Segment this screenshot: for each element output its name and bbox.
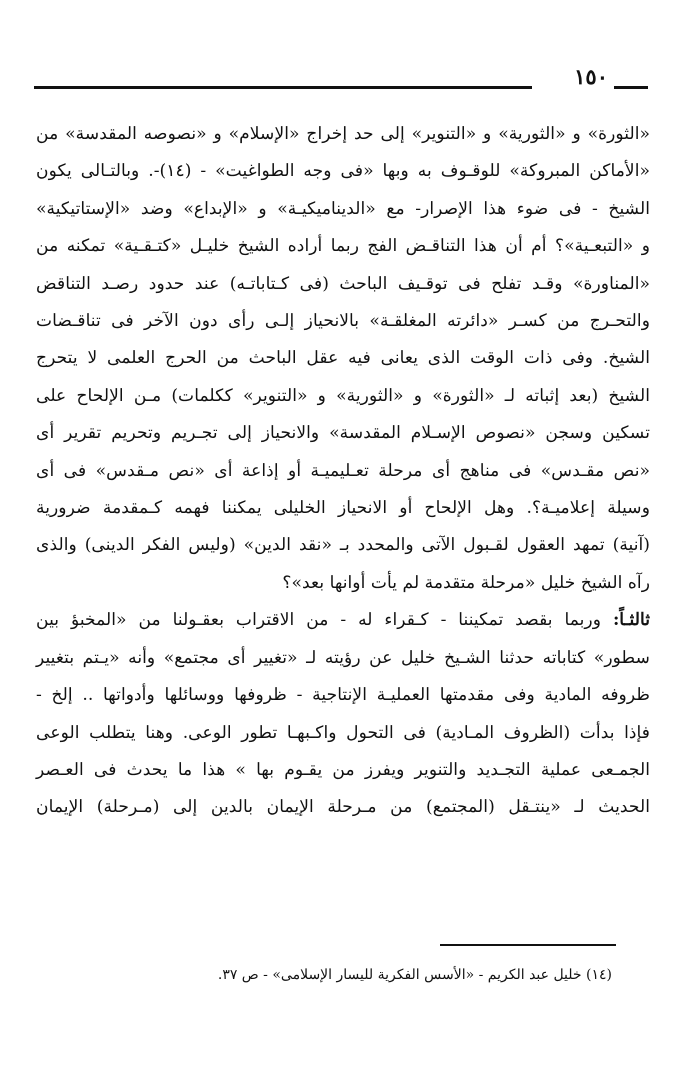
- text-line: فإذا بدأت (الظروف المـادية) فى التحول واكـبهـا تطور الوعى. وهنا يتطلب الوعى: [36, 722, 650, 743]
- footnote: (١٤) خليل عبد الكريم - «الأسس الفكرية لليسار الإسلامى» - ص ٣٧.: [217, 967, 612, 983]
- text-line: وسيلة إعلاميـة؟. وهل الإلحاح أو الانحياز الخليلى يمكننا فهمه كـمقدمة ضرورية: [36, 498, 650, 519]
- footnote-rule: [440, 944, 616, 946]
- page-number: ١٥٠: [574, 64, 608, 89]
- text-line: (آنية) تمهد العقول لقـبول الآتى والمحدد بـ «نقد الدين» (وليس الفكر الدينى) والذى: [36, 535, 650, 556]
- text-line: الجمـعى عملية التجـديد والتنوير ويفرز من يقـوم بها » هذا ما يحدث فى العـصر: [36, 759, 650, 780]
- text-line: ظروفه المادية وفى مقدمتها العمليـة الإنتاجية - ظروفها ووسائلها وأدواتها .. إلخ -: [36, 685, 650, 706]
- text-line: و «التبعـية»؟ أم أن هذا التناقـض الفج ربما أراده الشيخ خليـل «كتـقـية» تمكنه من: [36, 236, 650, 257]
- text-line: الحديث لـ «ينتـقل (المجتمع) من مـرحلة الإيمان بالدين إلى (مـرحلة) الإيمان: [36, 797, 650, 818]
- text-line: «الأماكن المبروكة» للوقـوف به وبها «فى وجه الطواغيت» - (١٤)-. وبالتـالى يكون: [36, 161, 650, 182]
- text-line: الشيخ (بعد إثباته لـ «الثورة» و «الثورية» و «التنوير» ككلمات) مـن الإلحاح على: [36, 385, 650, 406]
- body-text: [36, 116, 650, 827]
- text-line: «الثورة» و «الثورية» و «التنوير» إلى حد إخراج «الإسلام» و «نصوصه المقدسة» من: [36, 124, 650, 144]
- section-lead-in: ثالثـاً:: [612, 610, 650, 631]
- header-rule-short: [614, 86, 648, 89]
- text-line: الشيخ - فى ضوء هذا الإصرار- مع «الديناميكيـة» و «الإبداع» وضد «الإستاتيكية»: [36, 198, 650, 219]
- paragraph-2: [36, 602, 650, 826]
- paragraph-1: [36, 116, 650, 602]
- text-line-content: وربما بقصد تمكيننا - كـقراء له - من الاقتراب بعقـولنا من «المخبؤ بين: [36, 610, 613, 631]
- page-header: [34, 62, 648, 102]
- text-line: رآه الشيخ خليل «مرحلة متقدمة لم يأت أوانها بعد»؟: [282, 572, 650, 593]
- text-line: «المناورة» وقـد تفلح فى توقـيف الباحث (فى كـتاباتـه) عند حدود رصـد التناقض: [36, 273, 650, 294]
- text-line: «نص مقـدس» فى مناهج أى مرحلة تعـليميـة أو إذاعة أى «نص مـقدس» فى أى: [36, 460, 650, 481]
- text-line: تسكين وسجن «نصوص الإسـلام المقدسة» والانحياز إلى تجـريم وتحريم تقرير أى: [36, 423, 650, 444]
- text-line: والتحـرج من كسـر «دائرته المغلقـة» بالانحياز إلـى رأى دون الآخر فى تناقـضات: [36, 311, 650, 332]
- text-line: سطور» كتاباته حدثنا الشـيخ خليل عن رؤيته لـ «تغيير أى مجتمع» وأنه «يـتم بتغيير: [36, 647, 650, 668]
- text-line: [36, 602, 650, 639]
- text-line: الشيخ. وفى ذات الوقت الذى يعانى فيه عقل الباحث من الحرج العلمى لا يتحرج: [36, 348, 650, 369]
- header-rule: [34, 86, 532, 89]
